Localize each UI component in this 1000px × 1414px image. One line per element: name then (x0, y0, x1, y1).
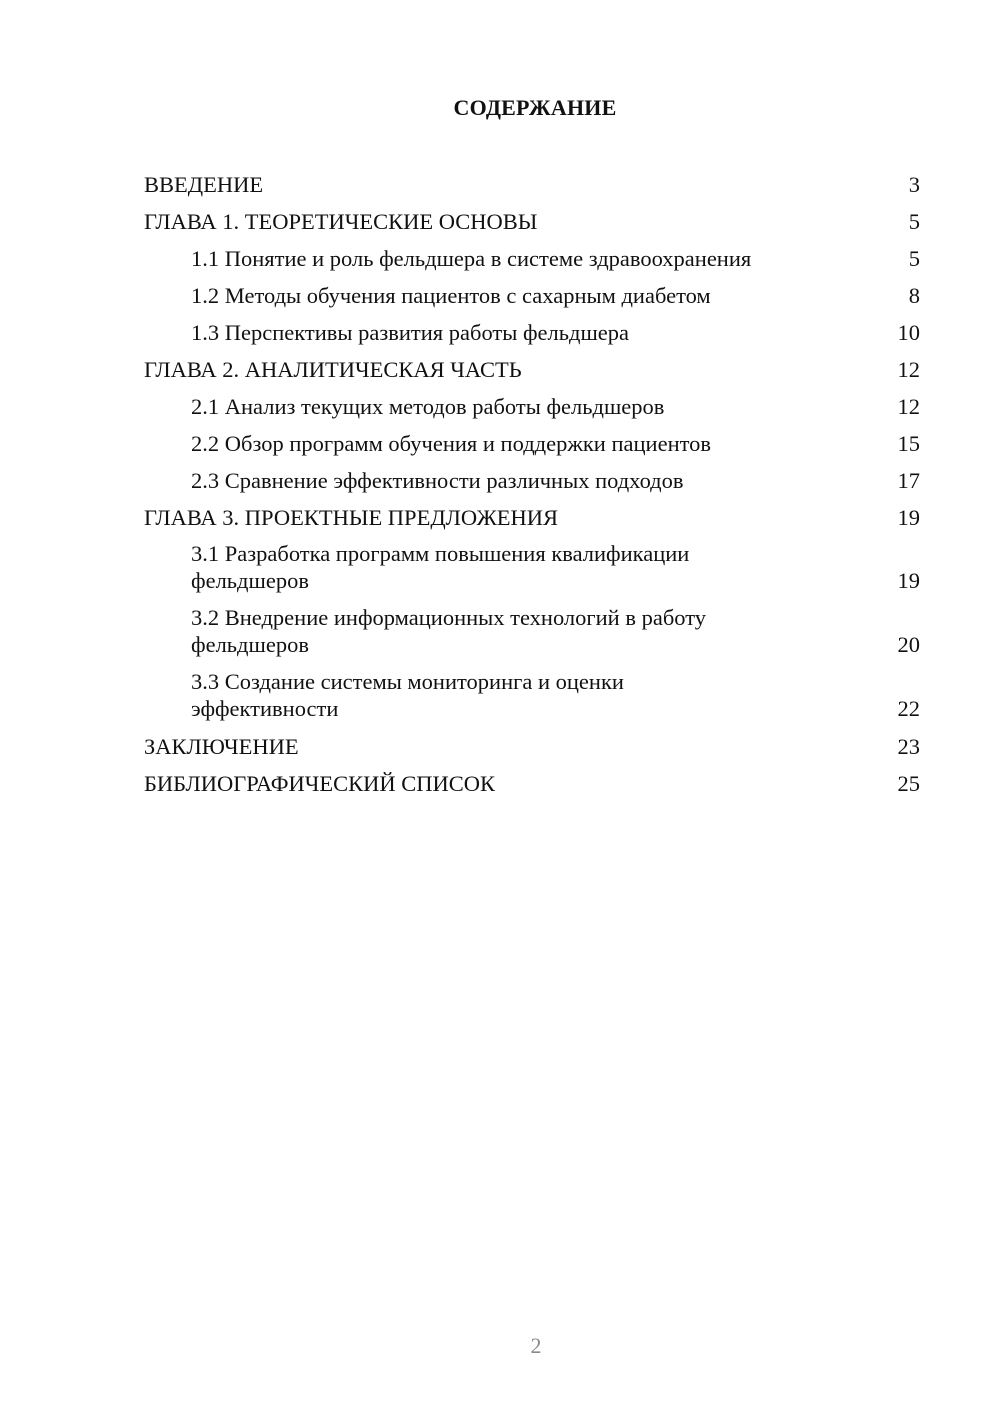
toc-entry-chapter-3 (144, 501, 920, 538)
toc-entry-text: ВВЕДЕНИЕ (144, 172, 264, 197)
toc-entry-text: ГЛАВА 3. ПРОЕКТНЫЕ ПРЕДЛОЖЕНИЯ (144, 505, 559, 530)
toc-entry-section-3-2 (144, 602, 920, 666)
toc-entry-text: ГЛАВА 1. ТЕОРЕТИЧЕСКИЕ ОСНОВЫ (144, 209, 538, 234)
toc-entry-text: 3.1 Разработка программ повышения квалификации фельдшеров (191, 541, 690, 593)
toc-entry-page: 5 (908, 246, 920, 271)
toc-entry-text: ЗАКЛЮЧЕНИЕ (144, 734, 299, 759)
toc-entry-section-2-1 (144, 390, 920, 427)
toc-entry-page: 20 (897, 632, 920, 657)
toc-entry-page: 22 (897, 696, 920, 721)
toc-entry-bibliography (144, 767, 920, 804)
table-of-contents (144, 168, 920, 804)
toc-entry-page: 25 (897, 771, 920, 796)
toc-entry-text: 2.1 Анализ текущих методов работы фельдшеров (191, 394, 665, 419)
toc-entry-page: 19 (897, 505, 920, 530)
toc-entry-page: 10 (897, 320, 920, 345)
toc-entry-page: 3 (908, 172, 920, 197)
toc-entry-section-2-3 (144, 464, 920, 501)
toc-entry-section-1-1 (144, 242, 920, 279)
toc-entry-text: 2.2 Обзор программ обучения и поддержки пациентов (191, 431, 712, 456)
toc-entry-text: 3.2 Внедрение информационных технологий в работу фельдшеров (191, 605, 707, 657)
toc-entry-chapter-2 (144, 353, 920, 390)
toc-entry-text: 1.3 Перспективы развития работы фельдшера (191, 320, 630, 345)
toc-entry-text: 1.2 Методы обучения пациентов с сахарным диабетом (191, 283, 711, 308)
toc-entry-text: ГЛАВА 2. АНАЛИТИЧЕСКАЯ ЧАСТЬ (144, 357, 522, 382)
toc-entry-page: 12 (897, 394, 920, 419)
toc-entry-section-2-2 (144, 427, 920, 464)
toc-entry-text: 2.3 Сравнение эффективности различных подходов (191, 468, 684, 493)
toc-entry-page: 8 (908, 283, 920, 308)
toc-entry-page: 23 (897, 734, 920, 759)
toc-entry-page: 5 (908, 209, 920, 234)
toc-entry-section-1-2 (144, 279, 920, 316)
page-number: 2 (530, 1333, 542, 1358)
toc-entry-section-3-3 (144, 666, 920, 730)
page-title: СОДЕРЖАНИЕ (453, 95, 617, 120)
toc-entry-page: 19 (897, 568, 920, 593)
toc-entry-section-3-1 (144, 538, 920, 602)
toc-entry-page: 12 (897, 357, 920, 382)
toc-entry-conclusion (144, 730, 920, 767)
toc-entry-page: 15 (897, 431, 920, 456)
toc-entry-page: 17 (897, 468, 920, 493)
toc-entry-text: 3.3 Создание системы мониторинга и оценки эффективности (191, 669, 624, 721)
toc-entry-text: 1.1 Понятие и роль фельдшера в системе здравоохранения (191, 246, 752, 271)
toc-entry-text: БИБЛИОГРАФИЧЕСКИЙ СПИСОК (144, 771, 496, 796)
toc-entry-section-1-3 (144, 316, 920, 353)
toc-entry-introduction (144, 168, 920, 205)
toc-entry-chapter-1 (144, 205, 920, 242)
